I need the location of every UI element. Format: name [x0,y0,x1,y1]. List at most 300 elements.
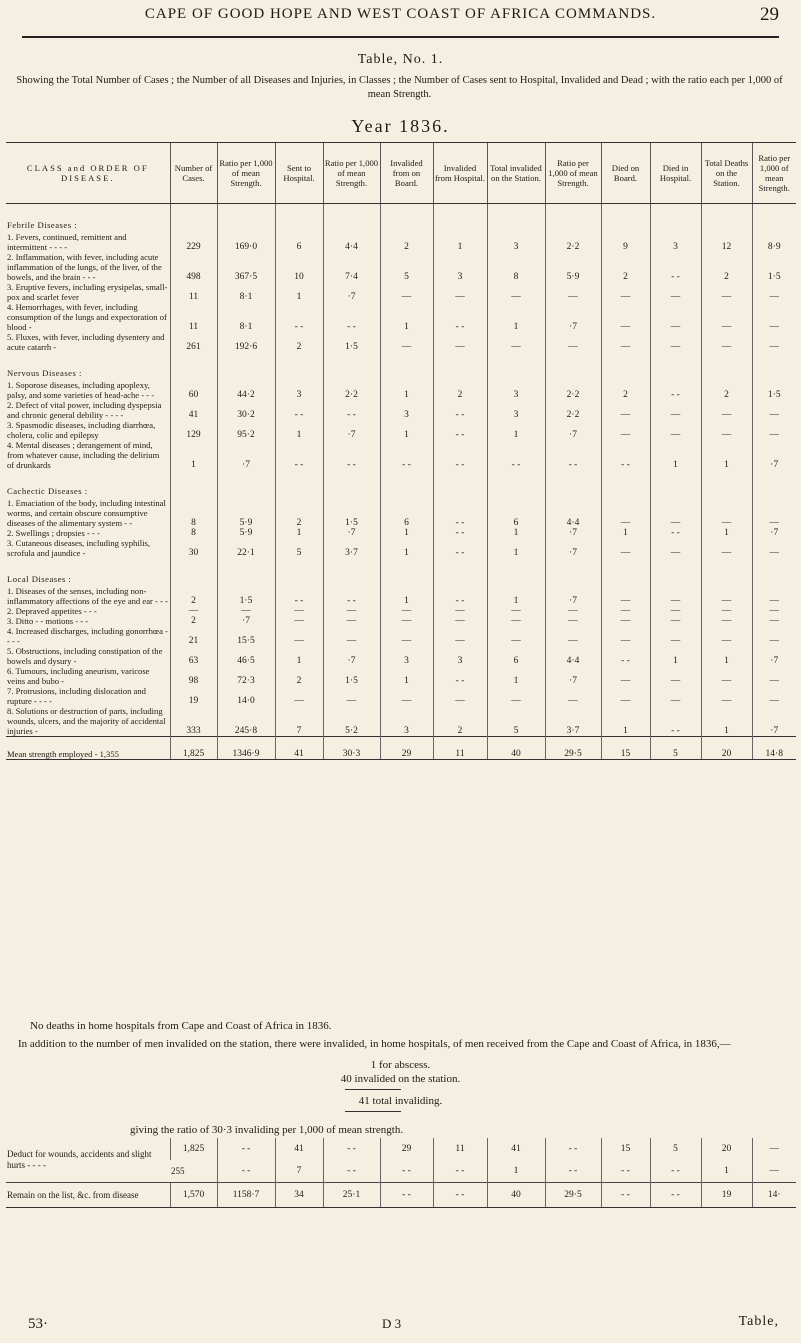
table-cell: 15·5 [217,626,275,646]
disease-label: 1. Diseases of the senses, including non-inflammatory affections of the eye and ear - - - [7,586,168,606]
table-cell: — [601,666,650,686]
table-cell: — [650,400,701,420]
table-cell: - - [323,1138,380,1160]
table-cell: 8·1 [217,282,275,302]
table-cell: — [752,282,796,302]
empty-cell [170,470,217,498]
table-cell: 1 [487,586,545,606]
empty-cell [601,558,650,586]
table-cell: — [701,666,752,686]
table-cell: 5·9 [545,252,601,282]
table-cell: 1 [601,528,650,538]
table-cell: 2·2 [545,232,601,252]
empty-cell [545,558,601,586]
table-cell: — [433,616,487,626]
empty-cell [217,352,275,380]
table-cell: 1 [380,586,433,606]
table-cell: 7 [275,706,323,737]
section-heading-row [6,352,796,380]
table-cell: — [701,686,752,706]
table-cell: - - [650,252,701,282]
table-header-row [6,143,796,204]
table-cell: 8 [487,252,545,282]
table-cell: — [650,606,701,616]
table-cell: — [650,686,701,706]
empty-cell [601,204,650,233]
disease-label: 8. Solutions or destruction of parts, including wounds, ulcers, and the majority of accidental injuries - [7,706,166,736]
table-cell: 10 [275,252,323,282]
table-cell: 1,825 [170,1138,217,1160]
table-cell: — [487,332,545,352]
empty-cell [323,558,380,586]
empty-cell [601,470,650,498]
table-cell: — [433,282,487,302]
note-no-deaths: No deaths in home hospitals from Cape and Coast of Africa in 1836. [30,1020,332,1032]
table-row [6,332,796,352]
table-cell: - - [275,400,323,420]
table-cell: 3 [433,646,487,666]
table-cell: - - [650,380,701,400]
note-invaliding-breakdown [0,1058,801,1086]
total-cell: 20 [701,737,752,760]
table-cell: 12 [701,232,752,252]
table-cell: — [601,332,650,352]
table-cell: 25·1 [323,1183,380,1208]
table-cell: 1 [487,1160,545,1183]
table-cell: — [752,302,796,332]
table-cell: — [701,302,752,332]
table-row [6,626,796,646]
table-cell: - - [601,440,650,470]
table-cell: 30·2 [217,400,275,420]
total-cell: 29 [380,737,433,760]
table-cell: - - [380,1183,433,1208]
table-cell: 8 [170,528,217,538]
table-cell: 2 [433,706,487,737]
empty-cell [487,558,545,586]
table-cell: 1 [650,646,701,666]
table-row [6,586,796,606]
section-heading: Febrile Diseases : [7,220,78,230]
table-cell: 2·2 [545,400,601,420]
table-cell: 5 [650,1138,701,1160]
note-ratio: giving the ratio of 30·3 invaliding per 1,000 of mean strength. [130,1124,404,1136]
total-cell: 14·8 [752,737,796,760]
table-cell: 1 [380,420,433,440]
table-cell: — [170,606,217,616]
table-cell: — [650,420,701,440]
table-cell: - - [217,1138,275,1160]
table-cell: - - [380,440,433,470]
table-cell: - - [601,1183,650,1208]
table-cell: - - [323,302,380,332]
table-cell: — [701,420,752,440]
table-cell: 40 [487,1183,545,1208]
table-cell: ·7 [545,528,601,538]
table-cell: 29 [380,1138,433,1160]
column-header: CLASS and ORDER OF DISEASE. [6,143,170,204]
table-cell: — [752,1138,796,1160]
table-cell: — [545,282,601,302]
table-cell: - - [323,440,380,470]
table-cell: 41 [275,1138,323,1160]
table-cell: — [752,1160,796,1183]
disease-label: 2. Defect of vital power, including dyspepsia and chronic general debility - - - - [7,400,162,420]
table-cell: 245·8 [217,706,275,737]
table-cell: 72·3 [217,666,275,686]
table-cell: 1 [380,302,433,332]
table-description: Showing the Total Number of Cases ; the Number of all Diseases and Injuries, in Classes ; the Number of Cases sent to Hospital, Invalided and Dead ; with the ratio each per 1,000 of mean Strength. [16,75,783,100]
disease-label: 2. Depraved appetites - - - [7,606,97,616]
table-cell: - - [601,646,650,666]
empty-cell [217,204,275,233]
empty-cell [701,352,752,380]
empty-cell [380,470,433,498]
table-cell: 1·5 [752,252,796,282]
empty-cell [275,470,323,498]
table-cell: — [380,686,433,706]
note-abscess: 1 for abscess. [370,1059,431,1071]
deduction-row [6,1183,796,1208]
deduction-label: Deduct for wounds, accidents and slight hurts - - - - [7,1149,152,1170]
table-cell: 21 [170,626,217,646]
empty-cell [380,558,433,586]
page-number: 29 [760,4,779,25]
table-cell: ·7 [545,666,601,686]
empty-cell [650,470,701,498]
table-cell: 129 [170,420,217,440]
table-cell: - - [433,538,487,558]
table-cell: ·7 [545,586,601,606]
table-body [6,204,796,760]
empty-cell [433,470,487,498]
total-cell: 15 [601,737,650,760]
table-cell: — [601,616,650,626]
table-row [6,666,796,686]
disease-label: 4. Mental diseases ; derangement of mind, from whatever cause, including the delirium of drunkards [7,440,160,470]
table-cell: — [545,626,601,646]
table-cell: 5·2 [323,706,380,737]
empty-cell [275,352,323,380]
table-cell: 1 [275,528,323,538]
table-cell: — [701,616,752,626]
table-cell: - - [323,1160,380,1183]
table-cell: — [487,616,545,626]
total-cell: 5 [650,737,701,760]
disease-label: 1. Emaciation of the body, including intestinal worms, and certain obscure consumptive diseases of the alimentary system - - [7,498,166,528]
table-row [6,380,796,400]
table-cell: - - [275,302,323,332]
empty-cell [545,470,601,498]
table-cell: - - [433,1160,487,1183]
page-mark: 53· [28,1316,48,1332]
table-title: Table, No. 1. [357,52,444,67]
column-header: Total Deaths on the Station. [701,143,752,204]
table-cell: 44·2 [217,380,275,400]
table-cell: 3 [433,252,487,282]
table-cell: — [701,282,752,302]
table-cell: 2 [433,380,487,400]
column-header: Invalided from Hospital. [433,143,487,204]
table-cell: 2·2 [545,380,601,400]
table-cell: — [323,606,380,616]
table-cell: — [487,686,545,706]
empty-cell [380,352,433,380]
table-cell: 1 [275,282,323,302]
empty-cell [601,352,650,380]
disease-table [6,142,796,760]
table-cell: - - [545,440,601,470]
table-cell: — [650,616,701,626]
table-cell: ·7 [752,646,796,666]
table-cell: — [752,666,796,686]
table-cell: 1 [701,528,752,538]
table-cell: — [323,686,380,706]
table-cell: 3 [487,400,545,420]
table-cell: 2 [275,666,323,686]
table-cell: — [433,606,487,616]
table-cell: 7 [275,1160,323,1183]
table-cell: — [752,686,796,706]
table-cell: 3 [487,232,545,252]
disease-label: 3. Spasmodic diseases, including diarrhœa, cholera, colic and epilepsy [7,420,156,440]
column-header: Invalided from on Board. [380,143,433,204]
table-cell: ·7 [752,528,796,538]
table-cell: 9 [601,232,650,252]
table-cell: 1·5 [752,380,796,400]
signature-mark: D 3 [382,1316,402,1331]
table-cell: 1 [487,420,545,440]
disease-label: 7. Protrusions, including dislocation and rupture - - - - [7,686,146,706]
table-cell: 6 [275,232,323,252]
table-cell: - - [433,666,487,686]
table-cell: — [487,626,545,646]
table-cell: — [701,498,752,528]
table-cell: 1 [487,666,545,686]
mean-strength-label: Mean strength employed - 1,355 [6,737,170,760]
table-cell: 8·1 [217,302,275,332]
table-cell: 2 [275,498,323,528]
table-cell: - - [433,440,487,470]
table-cell: 1 [650,440,701,470]
table-cell: 1 [701,440,752,470]
table-cell: 60 [170,380,217,400]
table-cell: — [752,420,796,440]
column-header: Number of Cases. [170,143,217,204]
empty-cell [701,470,752,498]
table-cell: 3·7 [545,706,601,737]
table-cell: 14· [752,1183,796,1208]
table-row [6,538,796,558]
table-cell: — [433,686,487,706]
year-heading: Year 1836. [351,116,450,136]
table-cell: — [752,586,796,606]
table-row [6,616,796,626]
table-cell: 5 [487,706,545,737]
table-cell: — [650,332,701,352]
table-cell: 7·4 [323,252,380,282]
section-heading: Local Diseases : [7,574,72,584]
table-cell: 1·5 [323,498,380,528]
disease-label: 5. Obstructions, including constipation of the bowels and dysury - [7,646,163,666]
table-cell: — [601,400,650,420]
table-cell: 63 [170,646,217,666]
table-cell: 1 [380,666,433,686]
table-cell: — [601,606,650,616]
table-cell: ·7 [752,440,796,470]
table-cell: — [601,498,650,528]
table-cell: — [701,586,752,606]
empty-cell [433,352,487,380]
table-cell: — [601,538,650,558]
disease-label: 6. Tumours, including aneurism, varicose veins and bubo - [7,666,150,686]
table-cell: — [752,400,796,420]
empty-cell [487,470,545,498]
empty-cell [323,470,380,498]
column-header: Ratio per 1,000 of mean Strength. [752,143,796,204]
table-cell: 5 [275,538,323,558]
table-cell: - - [433,586,487,606]
table-cell: — [601,586,650,606]
table-cell: 261 [170,332,217,352]
table-row [6,400,796,420]
table-cell: 169·0 [217,232,275,252]
empty-cell [487,204,545,233]
column-header: Died in Hospital. [650,143,701,204]
empty-cell [275,204,323,233]
deduction-body [6,1138,796,1208]
table-row [6,646,796,666]
disease-label: 3. Cutaneous diseases, including syphilis, scrofula and jaundice - [7,538,150,558]
table-cell: 333 [170,706,217,737]
table-cell: ·7 [323,420,380,440]
table-cell: 1,570 [170,1183,217,1208]
table-cell: — [545,332,601,352]
empty-cell [545,352,601,380]
table-cell: — [275,616,323,626]
empty-cell [701,204,752,233]
table-cell: — [601,302,650,332]
table-cell: — [275,606,323,616]
table-cell: — [701,626,752,646]
table-cell: — [380,332,433,352]
empty-cell [752,558,796,586]
table-row [6,606,796,616]
table-cell: — [380,626,433,646]
empty-cell [217,470,275,498]
empty-cell [650,558,701,586]
table-cell: 3·7 [323,538,380,558]
table-cell: — [650,538,701,558]
table-cell: 1 [487,302,545,332]
table-row [6,498,796,528]
table-cell: 30 [170,538,217,558]
table-cell: — [545,616,601,626]
table-cell: 41 [487,1138,545,1160]
table-cell: 1 [701,646,752,666]
table-cell: — [380,606,433,616]
table-cell: ·7 [752,706,796,737]
table-cell: ·7 [545,538,601,558]
table-cell: ·7 [217,616,275,626]
table-cell: 2 [380,232,433,252]
table-cell: 367·5 [217,252,275,282]
table-cell: - - [601,1160,650,1183]
table-cell: — [752,626,796,646]
table-cell: 14·0 [217,686,275,706]
table-cell: — [601,626,650,646]
table-cell: 229 [170,232,217,252]
table-cell: - - [545,1138,601,1160]
table-row [6,706,796,737]
empty-cell [701,558,752,586]
empty-cell [487,352,545,380]
disease-label: 1. Fevers, continued, remittent and intermittent - - - - [7,232,127,252]
table-cell: - - [433,498,487,528]
table-row [6,232,796,252]
table-cell: ·7 [323,646,380,666]
total-cell: 1,825 [170,737,217,760]
table-cell: — [380,282,433,302]
table-cell: — [323,626,380,646]
table-cell: ·7 [217,440,275,470]
table-cell: - - [275,586,323,606]
table-cell: — [650,586,701,606]
table-cell: 3 [380,646,433,666]
table-cell: — [545,686,601,706]
table-cell: 2 [170,586,217,606]
table-cell: 192·6 [217,332,275,352]
table-cell: 4·4 [545,498,601,528]
table-cell: ·7 [323,282,380,302]
empty-cell [380,204,433,233]
table-cell: - - [433,1183,487,1208]
table-cell: 1 [380,538,433,558]
note-additional-invalided: In addition to the number of men invalided on the station, there were invalided, in home hospitals, of men received from the Cape and Coast of Africa, in 1836,— [18,1038,731,1050]
table-cell: — [487,282,545,302]
empty-cell [170,558,217,586]
column-header: Died on Board. [601,143,650,204]
table-cell: 1 [487,538,545,558]
table-cell: 11 [170,282,217,302]
table-cell: — [323,616,380,626]
table-cell: 8 [170,498,217,528]
table-cell: 3 [650,232,701,252]
table-cell: ·7 [545,420,601,440]
column-header: Total invalided on the Station. [487,143,545,204]
table-row [6,420,796,440]
table-cell: 1 [601,706,650,737]
table-cell: 1 [701,706,752,737]
total-cell: 1346·9 [217,737,275,760]
table-cell: — [650,282,701,302]
table-cell: 98 [170,666,217,686]
table-cell: — [650,302,701,332]
empty-cell [752,470,796,498]
table-cell: 20 [701,1138,752,1160]
table-cell: 1 [701,1160,752,1183]
table-cell: 22·1 [217,538,275,558]
section-heading-row [6,204,796,233]
table-row [6,528,796,538]
table-cell: - - [323,586,380,606]
column-header: Ratio per 1,000 of mean Strength. [323,143,380,204]
table-cell: 6 [487,498,545,528]
table-cell: 1 [170,440,217,470]
table-cell: 11 [433,1138,487,1160]
table-cell: - - [650,1160,701,1183]
table-cell: - - [650,1183,701,1208]
